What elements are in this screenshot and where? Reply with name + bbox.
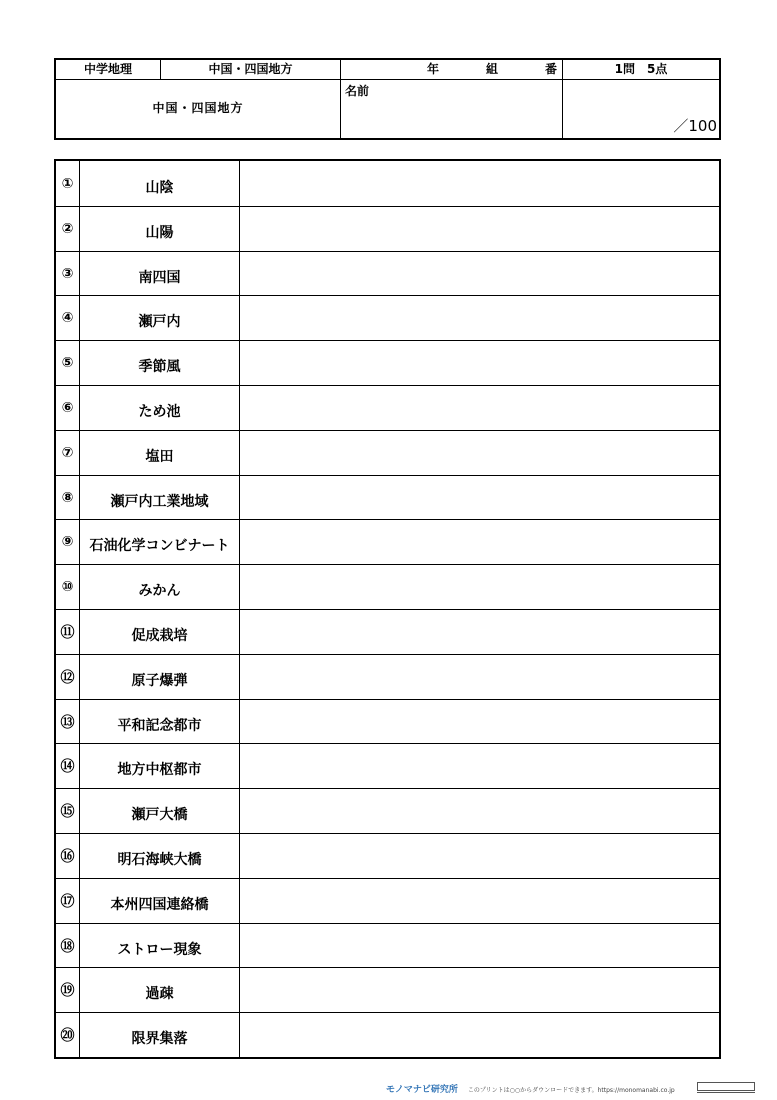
- question-term: 本州四国連絡橋: [80, 879, 240, 923]
- answer-field[interactable]: [240, 341, 719, 385]
- answer-field[interactable]: [240, 789, 719, 833]
- footer: [386, 1082, 675, 1095]
- question-term: ため池: [80, 386, 240, 430]
- answer-field[interactable]: [240, 744, 719, 788]
- question-term: 促成栽培: [80, 610, 240, 654]
- name-field[interactable]: [341, 80, 563, 138]
- answer-field[interactable]: [240, 207, 719, 251]
- question-row: [56, 430, 719, 475]
- question-term: 原子爆弾: [80, 655, 240, 699]
- answer-field[interactable]: [240, 700, 719, 744]
- worksheet-header: [54, 58, 721, 140]
- class-number-label: 番: [545, 62, 558, 76]
- question-row: [56, 340, 719, 385]
- question-row: [56, 878, 719, 923]
- question-term: ストロー現象: [80, 924, 240, 968]
- name-label: 名前: [345, 84, 370, 98]
- question-term: みかん: [80, 565, 240, 609]
- question-term: 限界集落: [80, 1013, 240, 1057]
- question-term: 瀬戸内: [80, 296, 240, 340]
- question-term: 石油化学コンビナート: [80, 520, 240, 564]
- class-group-label: 組: [486, 62, 499, 76]
- question-number: ⑫: [56, 655, 80, 699]
- answer-field[interactable]: [240, 431, 719, 475]
- page-title: 中国・四国地方: [56, 80, 341, 138]
- score-total: ／100: [673, 117, 717, 135]
- answer-field[interactable]: [240, 520, 719, 564]
- footer-stamp-box: [697, 1082, 755, 1091]
- question-table: [54, 159, 721, 1059]
- question-term: 明石海峡大橋: [80, 834, 240, 878]
- question-row: [56, 385, 719, 430]
- question-term: 瀬戸内工業地域: [80, 476, 240, 520]
- question-number: ⑭: [56, 744, 80, 788]
- question-number: ⑲: [56, 968, 80, 1012]
- question-row: [56, 833, 719, 878]
- question-row: [56, 251, 719, 296]
- subject-label: 中学地理: [56, 60, 161, 80]
- question-row: [56, 564, 719, 609]
- question-term: 瀬戸大橋: [80, 789, 240, 833]
- answer-field[interactable]: [240, 565, 719, 609]
- question-row: [56, 295, 719, 340]
- question-term: 山陽: [80, 207, 240, 251]
- points-per-question: 1問 5点: [563, 60, 719, 80]
- question-term: 過疎: [80, 968, 240, 1012]
- question-number: ⑱: [56, 924, 80, 968]
- question-term: 山陰: [80, 161, 240, 206]
- question-row: [56, 654, 719, 699]
- question-row: [56, 161, 719, 206]
- question-number: ⑦: [56, 431, 80, 475]
- question-number: ③: [56, 252, 80, 296]
- class-field[interactable]: [341, 60, 563, 80]
- class-year-label: 年: [427, 62, 440, 76]
- question-number: ⑰: [56, 879, 80, 923]
- question-number: ⑪: [56, 610, 80, 654]
- question-row: [56, 923, 719, 968]
- question-term: 平和記念都市: [80, 700, 240, 744]
- footer-logo: モノマナビ研究所: [386, 1085, 458, 1095]
- answer-field[interactable]: [240, 1013, 719, 1057]
- answer-field[interactable]: [240, 296, 719, 340]
- question-row: [56, 475, 719, 520]
- question-term: 地方中枢都市: [80, 744, 240, 788]
- question-row: [56, 699, 719, 744]
- question-number: ②: [56, 207, 80, 251]
- answer-field[interactable]: [240, 924, 719, 968]
- question-row: [56, 519, 719, 564]
- answer-field[interactable]: [240, 386, 719, 430]
- question-number: ⑥: [56, 386, 80, 430]
- question-number: ①: [56, 161, 80, 206]
- question-term: 季節風: [80, 341, 240, 385]
- score-field[interactable]: [563, 80, 719, 138]
- answer-field[interactable]: [240, 161, 719, 206]
- question-row: [56, 1012, 719, 1057]
- question-number: ⑧: [56, 476, 80, 520]
- question-number: ⑳: [56, 1013, 80, 1057]
- footer-text: このプリントは○○からダウンロードできます。https://monomanabi.co.jp: [467, 1087, 675, 1094]
- answer-field[interactable]: [240, 610, 719, 654]
- unit-label: 中国・四国地方: [161, 60, 341, 80]
- answer-field[interactable]: [240, 655, 719, 699]
- question-number: ④: [56, 296, 80, 340]
- answer-field[interactable]: [240, 968, 719, 1012]
- question-term: 南四国: [80, 252, 240, 296]
- question-number: ⑬: [56, 700, 80, 744]
- question-number: ⑨: [56, 520, 80, 564]
- question-number: ⑯: [56, 834, 80, 878]
- footer-divider: [697, 1092, 755, 1093]
- question-number: ⑮: [56, 789, 80, 833]
- question-number: ⑩: [56, 565, 80, 609]
- answer-field[interactable]: [240, 834, 719, 878]
- answer-field[interactable]: [240, 879, 719, 923]
- answer-field[interactable]: [240, 252, 719, 296]
- answer-field[interactable]: [240, 476, 719, 520]
- question-row: [56, 967, 719, 1012]
- question-number: ⑤: [56, 341, 80, 385]
- question-row: [56, 206, 719, 251]
- question-row: [56, 788, 719, 833]
- question-term: 塩田: [80, 431, 240, 475]
- question-row: [56, 743, 719, 788]
- question-row: [56, 609, 719, 654]
